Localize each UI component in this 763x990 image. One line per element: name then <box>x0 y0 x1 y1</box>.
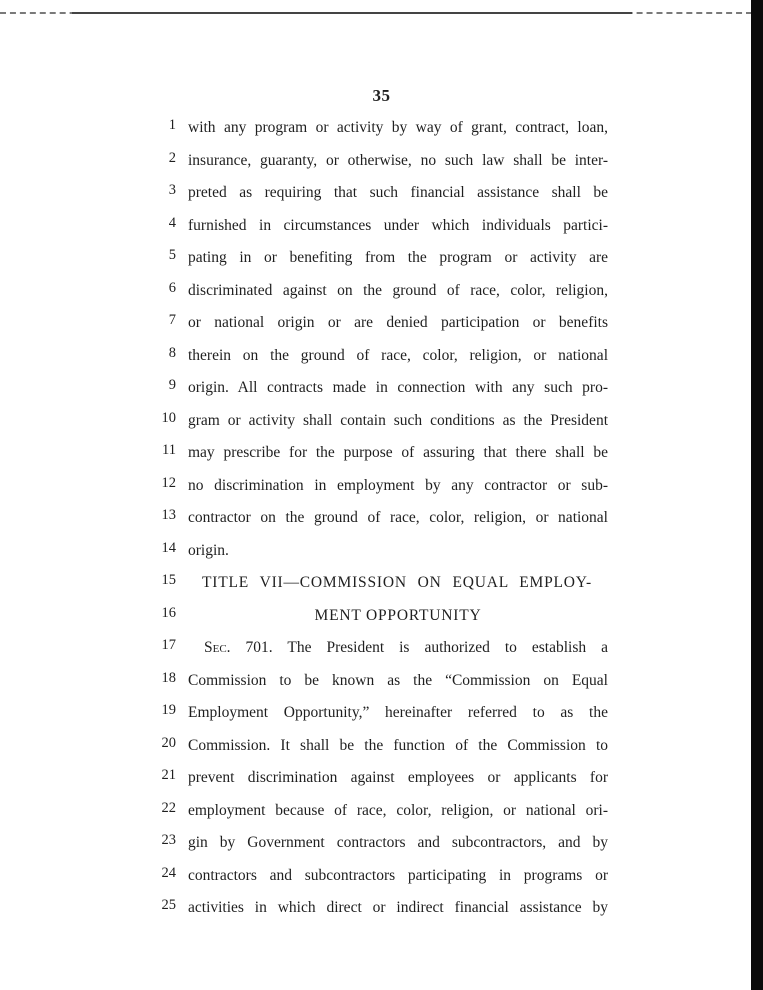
text-line <box>150 242 610 275</box>
line-number: 23 <box>161 832 176 848</box>
text-line <box>150 340 610 373</box>
scan-right-border <box>751 0 763 990</box>
text-line <box>150 502 610 535</box>
text-line <box>150 860 610 893</box>
line-text <box>204 632 608 665</box>
line-number: 20 <box>161 734 176 751</box>
line-text: activities in which direct or indirect financial assistance by <box>188 899 608 916</box>
line-number: 11 <box>162 442 176 458</box>
line-number: 16 <box>161 604 176 621</box>
section-start-line <box>150 632 610 665</box>
line-number: 8 <box>168 344 176 361</box>
title-heading-text: TITLE VII—COMMISSION ON EQUAL EMPLOY- <box>202 574 592 591</box>
title-heading-line <box>150 567 610 600</box>
bill-text-body <box>150 112 610 925</box>
line-number: 22 <box>161 799 176 816</box>
line-text: gram or activity shall contain such conditions as the President <box>188 411 608 429</box>
line-number: 1 <box>168 117 176 133</box>
line-number: 12 <box>161 474 176 491</box>
line-number: 6 <box>168 279 176 296</box>
line-text: origin. <box>188 541 229 559</box>
text-line <box>150 437 610 470</box>
line-number: 10 <box>161 409 176 426</box>
text-line <box>150 307 610 340</box>
line-text: pating in or benefiting from the program or activity are <box>188 249 608 266</box>
section-label: Sec. 701. <box>204 639 273 656</box>
text-line <box>150 795 610 828</box>
line-text: preted as requiring that such financial assistance shall be <box>188 184 608 201</box>
line-number: 13 <box>161 507 176 523</box>
line-text: prevent discrimination against employees or applicants for <box>188 769 608 786</box>
line-number: 5 <box>168 247 176 263</box>
line-number: 24 <box>161 864 176 881</box>
line-text: origin. All contracts made in connection with any such pro- <box>188 379 608 396</box>
line-text: or national origin or are denied participation or benefits <box>188 314 608 331</box>
text-line <box>150 372 610 405</box>
line-text: gin by Government contractors and subcontractors, and by <box>188 834 608 851</box>
line-number: 4 <box>168 214 176 231</box>
line-text: with any program or activity by way of grant, contract, loan, <box>188 119 608 136</box>
section-text: The President is authorized to establish a <box>287 639 608 656</box>
text-line <box>150 762 610 795</box>
line-text: Commission. It shall be the function of the Commission to <box>188 736 608 754</box>
title-heading-line <box>150 600 610 633</box>
line-number: 14 <box>161 539 176 556</box>
text-line <box>150 892 610 925</box>
line-number: 25 <box>161 897 176 913</box>
text-line <box>150 405 610 438</box>
line-number: 18 <box>161 669 176 686</box>
line-text: contractor on the ground of race, color, religion, or national <box>188 509 608 526</box>
text-line <box>150 145 610 178</box>
line-text: furnished in circumstances under which individuals partici- <box>188 216 608 234</box>
line-text: therein on the ground of race, color, religion, or national <box>188 346 608 364</box>
line-text: no discrimination in employment by any contractor or sub- <box>188 476 608 494</box>
title-heading-text: MENT OPPORTUNITY <box>314 606 482 624</box>
text-line <box>150 210 610 243</box>
line-text: may prescribe for the purpose of assuring that there shall be <box>188 444 608 461</box>
text-line <box>150 177 610 210</box>
line-text: Employment Opportunity,” hereinafter referred to as the <box>188 704 608 721</box>
line-number: 2 <box>168 149 176 166</box>
line-text: employment because of race, color, religion, or national ori- <box>188 801 608 819</box>
line-text: insurance, guaranty, or otherwise, no such law shall be inter- <box>188 151 608 169</box>
text-line <box>150 112 610 145</box>
text-line <box>150 665 610 698</box>
line-number: 21 <box>161 767 176 783</box>
line-text: contractors and subcontractors participating in programs or <box>188 866 608 884</box>
line-number: 15 <box>161 572 176 588</box>
line-number: 19 <box>161 702 176 718</box>
text-line <box>150 535 610 568</box>
text-line <box>150 697 610 730</box>
text-line <box>150 827 610 860</box>
text-line <box>150 275 610 308</box>
line-number: 9 <box>168 377 176 393</box>
line-number: 3 <box>168 182 176 198</box>
line-number: 7 <box>168 312 176 328</box>
line-text: discriminated against on the ground of race, color, religion, <box>188 281 608 299</box>
text-line <box>150 730 610 763</box>
page-number: 35 <box>372 86 391 105</box>
line-number: 17 <box>161 637 176 653</box>
text-line <box>150 470 610 503</box>
scan-top-rule <box>72 12 632 14</box>
line-text: Commission to be known as the “Commission on Equal <box>188 671 608 689</box>
